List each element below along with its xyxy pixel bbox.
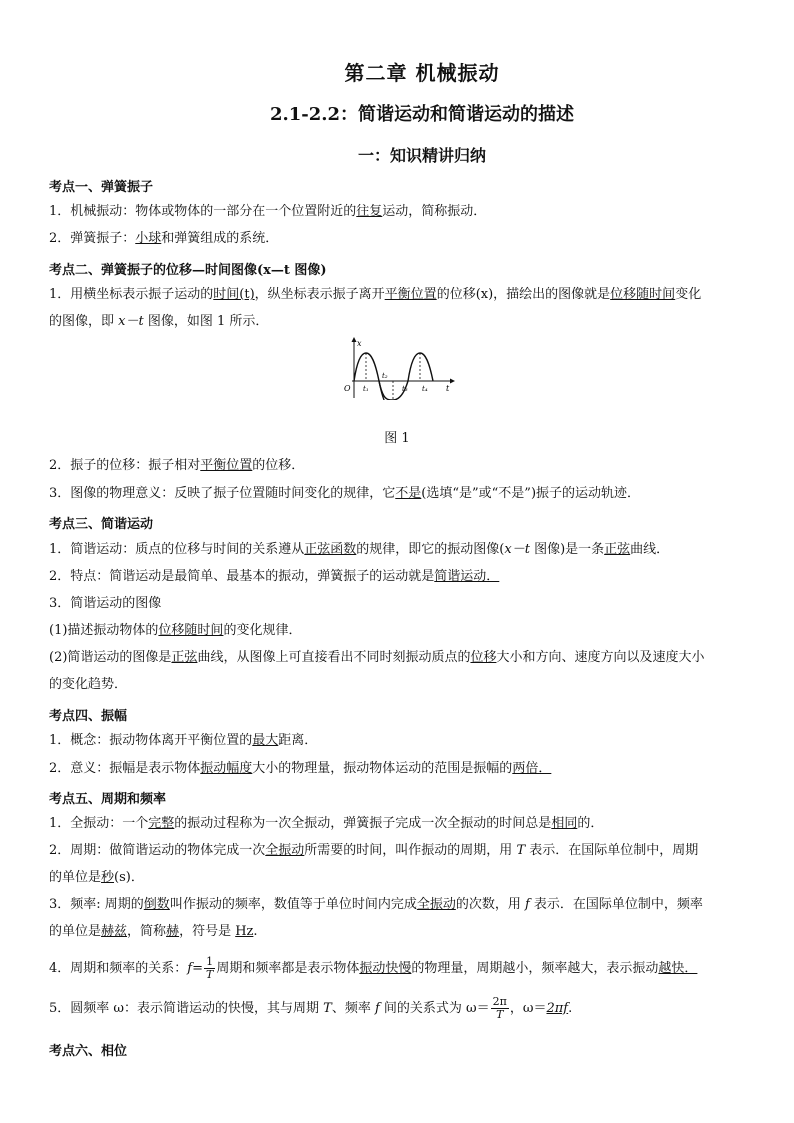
text: 的． [577,816,604,831]
label-t: t [446,384,450,393]
text: 2．特点：简谐运动是最简单、最基本的振动，弹簧振子的运动就是 [49,569,435,584]
label-t1: t₁ [363,385,369,393]
k5-paragraph-1 [49,810,749,837]
k3-paragraph-3: 3．简谐运动的图像 [49,596,162,611]
symbol: f [187,961,193,976]
text: 图像)是一条 [529,542,605,557]
label-origin: O [344,384,351,393]
symbol: f [374,1001,380,1016]
k3-paragraph-4 [49,617,749,644]
text: 图像，如图 1 所示． [143,314,269,329]
numerator: 1 [204,956,215,969]
symbol: T [323,1001,332,1016]
symbol: T [516,843,526,858]
answer-underlined: 赫 [166,924,180,939]
text: 1．概念：振动物体离开平衡位置的 [49,733,253,748]
k5-paragraph-3 [49,891,749,945]
fraction-1-over-T [204,956,215,981]
answer-underlined: 正弦 [171,650,198,665]
text: 的单位是 [49,924,102,939]
text: . [253,924,258,939]
text: 的图像，即 [49,314,119,329]
k5-paragraph-5 [49,995,749,1022]
heading-k1: 考点一、弹簧振子 [49,180,154,195]
k2-paragraph-1 [49,281,749,335]
text: 表示．在国际单位制中，周期 [525,843,699,858]
text: 3．图像的物理意义：反映了振子位置随时间变化的规律，它 [49,486,396,501]
answer-underlined: 完整 [148,816,175,831]
answer-underlined: 正弦函数 [304,542,357,557]
text: ，纵坐标表示振子离开 [254,287,385,302]
text: 1．简谐运动：质点的位移与时间的关系遵从 [49,542,305,557]
denominator: T [496,1008,504,1021]
k5-paragraph-4 [49,955,749,982]
k1-paragraph-1 [49,198,749,225]
text: 5．圆频率 ω：表示简谐运动的快慢，其与周期 [49,1001,324,1016]
answer-underlined: 秒 [101,870,115,885]
t-axis-arrow [450,379,455,384]
k2-paragraph-2 [49,452,749,479]
answer-underlined: 振动快慢 [359,961,412,976]
heading-k2: 考点二、弹簧振子的位移—时间图像(x—t 图像) [49,263,327,278]
answer-underlined: 小球 [135,231,162,246]
text: ，ω＝ [509,1001,547,1016]
text: 的规律，即它的振动图像( [356,542,505,557]
answer-underlined: 振动幅度 [200,761,253,776]
label-t4: t₄ [422,385,428,393]
text: 的物理量，周期越小，频率越大，表示振动 [411,961,659,976]
answer-underlined: 往复 [356,204,383,219]
formula: x－t [504,542,530,557]
denominator: T [206,968,214,981]
text: ，简称 [127,924,167,939]
text: 1．用横坐标表示振子运动的 [49,287,214,302]
text: (1)描述振动物体的 [49,623,159,638]
label-t2: t₂ [382,372,388,380]
answer-underlined: 平衡位置 [384,287,437,302]
text: (选填“是”或“不是”)振子的运动轨迹． [421,486,641,501]
k3-paragraph-2 [49,563,749,590]
text: 周期和频率都是表示物体 [216,961,360,976]
answer-underlined: 最大 [252,733,279,748]
formula: x－t [118,314,144,329]
text: 大小的物理量，振动物体运动的范围是振幅的 [252,761,513,776]
answer-underlined: 平衡位置 [200,458,253,473]
text: 的次数，用 [455,897,525,912]
chapter-title: 第二章 机械振动 [344,61,500,85]
text: 2．弹簧振子： [49,231,136,246]
answer-underlined: 两倍． [512,761,552,776]
text: (s)． [114,870,144,885]
text: 大小和方向、速度方向以及速度大小 [496,650,705,665]
answer-underlined: 位移随时间 [158,623,224,638]
answer-underlined: 简谐运动． [434,569,500,584]
answer-underlined: 全振动 [416,897,456,912]
answer-underlined: 赫兹 [101,924,128,939]
figure-1-sine-graph [338,336,456,400]
answer-underlined: 越快． [658,961,698,976]
k2-paragraph-3 [49,480,749,507]
text: 2．意义：振幅是表示物体 [49,761,201,776]
numerator: 2π [492,995,507,1008]
label-t3: t₃ [402,385,408,393]
answer-underlined: Hz [235,924,254,939]
text: 4．周期和频率的关系： [49,961,188,976]
text: ，符号是 [179,924,236,939]
text: 的单位是 [49,870,102,885]
k3-paragraph-1 [49,536,749,563]
text: 所需要的时间，叫作振动的周期，用 [304,843,517,858]
text: 、频率 [331,1001,375,1016]
text: 的振动过程称为一次全振动，弹簧振子完成一次全振动的时间总是 [174,816,552,831]
heading-k6: 考点六、相位 [49,1044,128,1059]
text: (2)简谐运动的图像是 [49,650,172,665]
text: 变化 [675,287,702,302]
text: 的位移． [252,458,305,473]
answer-underlined: 全振动 [265,843,305,858]
text: 运动，简称振动． [382,204,487,219]
answer-underlined: 时间(t) [213,287,255,302]
text: 距离． [278,733,318,748]
k4-paragraph-2 [49,755,749,782]
text: 表示．在国际单位制中，频率 [529,897,703,912]
text: 曲线，从图像上可直接看出不同时刻振动质点的 [197,650,471,665]
text: 的变化规律． [223,623,302,638]
section-title: 一：知识精讲归纳 [357,146,486,165]
answer-underlined: 正弦 [604,542,631,557]
text: 叫作振动的频率，数值等于单位时间内完成 [169,897,417,912]
text: 2．周期：做简谐运动的物体完成一次 [49,843,266,858]
text: 1．全振动：一个 [49,816,149,831]
heading-k3: 考点三、简谐运动 [49,517,154,532]
answer-underlined: 倒数 [143,897,170,912]
text: 和弹簧组成的系统． [161,231,279,246]
heading-k4: 考点四、振幅 [49,709,128,724]
k3-paragraph-5 [49,644,749,698]
answer-underlined: 相同 [551,816,578,831]
answer-underlined: 不是 [395,486,422,501]
text: . [568,1001,573,1016]
text: = [192,961,203,976]
text: 曲线． [630,542,670,557]
text: 的位移(x)，描绘出的图像就是 [436,287,611,302]
heading-k5: 考点五、周期和频率 [49,792,167,807]
text: 间的关系式为 ω＝ [379,1001,490,1016]
lesson-subtitle: 2.1-2.2：简谐运动和简谐运动的描述 [269,104,575,125]
figure-caption: 图 1 [384,431,410,446]
answer-underlined: 位移 [470,650,497,665]
symbol: f [524,897,530,912]
k5-paragraph-2 [49,837,749,891]
answer-underlined: 2πf [546,1001,569,1016]
x-axis-arrow [352,337,357,342]
k1-paragraph-2 [49,225,749,252]
label-x: x [357,339,362,348]
k4-paragraph-1 [49,727,749,754]
text: 3．频率: 周期的 [49,897,144,912]
text: 1．机械振动：物体或物体的一部分在一个位置附近的 [49,204,357,219]
text: 2．振子的位移：振子相对 [49,458,201,473]
fraction-2pi-over-T [491,996,509,1021]
text: 的变化趋势． [49,677,128,692]
answer-underlined: 位移随时间 [610,287,676,302]
